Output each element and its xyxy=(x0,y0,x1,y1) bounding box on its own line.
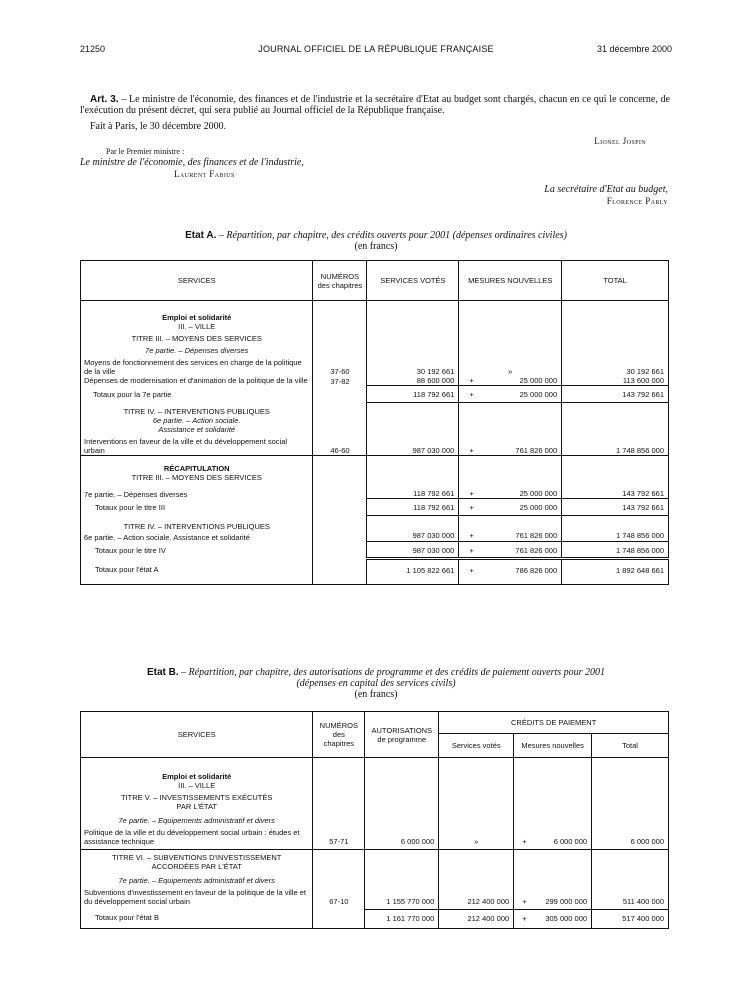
mesures-value: 761 826 000 xyxy=(515,530,558,540)
col-autorisations: AUTORISATIONS de programme xyxy=(365,712,439,758)
row-label: Totaux pour le titre IV xyxy=(81,542,313,559)
minister-name: Laurent Fabius xyxy=(174,169,235,179)
table-row-total xyxy=(81,909,669,929)
table-row xyxy=(81,482,669,499)
mesures-value: 25 000 000 xyxy=(519,489,558,498)
mesures-value: 761 826 000 xyxy=(515,546,558,555)
row-mesures xyxy=(459,559,562,585)
table-row xyxy=(81,531,669,542)
row-total: 1 892 648 661 xyxy=(562,559,669,585)
row-mesures xyxy=(514,825,592,850)
mesures-value: 25 000 000 xyxy=(519,376,558,385)
mesures-value: 6 000 000 xyxy=(553,837,588,846)
etat-b-title xyxy=(80,667,672,700)
row-votes: 212 400 000 xyxy=(439,909,514,929)
plus-sign: + xyxy=(522,896,527,906)
row-mesures xyxy=(459,499,562,516)
titre-heading: TITRE IV. – INTERVENTIONS PUBLIQUES xyxy=(81,516,313,531)
row-mesures xyxy=(459,542,562,559)
plus-sign: + xyxy=(522,837,527,846)
page-number: 21250 xyxy=(80,44,106,54)
row-votes: 30 192 661 xyxy=(367,355,459,376)
section-sub: III. – VILLE xyxy=(81,322,313,331)
row-votes: 1 105 822 661 xyxy=(367,559,459,585)
row-label: Dépenses de modernisation et d'animation de la politique de la ville xyxy=(81,376,313,386)
row-total: 1 748 856 000 xyxy=(562,531,669,542)
row-label: 7e partie. – Dépenses diverses xyxy=(81,482,313,499)
row-total: 1 748 856 000 xyxy=(562,434,669,456)
plus-sign: + xyxy=(469,566,474,575)
row-chapter: 37-60 xyxy=(313,355,367,376)
titre-heading: TITRE V. – INVESTISSEMENTS EXÉCUTÉS xyxy=(81,790,313,802)
col-numeros: NUMÉROS des chapitres xyxy=(313,261,367,301)
etat-a-caption: – Répartition, par chapitre, des crédits ouverts pour 2001 (dépenses ordinaires civiles) xyxy=(216,230,567,241)
row-chapter: 37-82 xyxy=(313,376,367,386)
etat-b-table xyxy=(80,711,669,929)
col-services: SERVICES xyxy=(81,712,313,758)
row-chapter: 57-71 xyxy=(313,825,365,850)
etat-a-title xyxy=(80,230,672,252)
row-total: 517 400 000 xyxy=(592,909,669,929)
row-mesures xyxy=(459,376,562,386)
table-row-total xyxy=(81,499,669,516)
table-row xyxy=(81,376,669,386)
mesures-value: 761 826 000 xyxy=(515,445,558,455)
row-total: 30 192 661 xyxy=(562,355,669,376)
etat-a-label: Etat A. xyxy=(185,230,217,241)
article-text: – Le ministre de l'économie, des finances et de l'industrie et la secrétaire d'Etat au budget sont chargés, chacun en ce qui le concerne, de l'exécution du présent décret, qui sera publié au Journal officiel de la République française. xyxy=(80,94,670,116)
etat-a-unit: (en francs) xyxy=(354,241,398,252)
plus-sign: + xyxy=(469,489,474,498)
titre-heading: TITRE IV. – INTERVENTIONS PUBLIQUES xyxy=(81,403,313,416)
row-votes: 987 030 000 xyxy=(367,542,459,559)
row-label: Moyens de fonctionnement des services en charge de la politique de la ville xyxy=(81,355,313,376)
row-mesures xyxy=(459,386,562,403)
secretary-title: La secrétaire d'Etat au budget, xyxy=(544,184,668,195)
etat-a-table xyxy=(80,260,669,585)
partie-heading: Assistance et solidarité xyxy=(81,425,313,434)
partie-heading: 7e partie. – Equipements administratif et divers xyxy=(81,811,313,825)
row-autorisations: 6 000 000 xyxy=(365,825,439,850)
etat-b-unit: (en francs) xyxy=(354,689,398,700)
partie-heading: 7e partie. – Equipements administratif et divers xyxy=(81,871,313,885)
partie-heading: 6e partie. – Action sociale. xyxy=(81,416,313,425)
row-mesures xyxy=(459,434,562,456)
row-total: 6 000 000 xyxy=(592,825,669,850)
section-sub: III. – VILLE xyxy=(81,781,313,790)
col-votes: Services votés xyxy=(439,734,514,758)
row-label: Totaux pour l'état B xyxy=(81,909,313,929)
row-chapter: 46-60 xyxy=(313,434,367,456)
row-total: 113 600 000 xyxy=(562,376,669,386)
col-mesures: Mesures nouvelles xyxy=(514,734,592,758)
etat-b-label: Etat B. xyxy=(146,667,179,678)
titre-heading: TITRE III. – MOYENS DES SERVICES xyxy=(81,331,313,343)
section-title: Emploi et solidarité xyxy=(81,301,313,323)
plus-sign: + xyxy=(522,913,527,923)
col-total: Total xyxy=(592,734,669,758)
row-total: 1 748 856 000 xyxy=(562,542,669,559)
article-label: Art. 3. xyxy=(90,94,119,105)
secretary-name: Florence Parly xyxy=(606,196,668,206)
row-mesures xyxy=(514,909,592,929)
col-total: TOTAL xyxy=(562,261,669,301)
row-total: 143 792 661 xyxy=(562,482,669,499)
plus-sign: + xyxy=(469,445,474,455)
row-autorisations: 1 155 770 000 xyxy=(365,885,439,909)
row-votes: 118 792 661 xyxy=(367,386,459,403)
row-total: 511 400 000 xyxy=(592,885,669,909)
row-label: Subventions d'investissement en faveur de la politique de la ville et du développement social urbain xyxy=(81,885,313,909)
row-total: 143 792 661 xyxy=(562,499,669,516)
fait-line: Fait à Paris, le 30 décembre 2000. xyxy=(90,121,227,132)
row-label: Interventions en faveur de la ville et du développement social urbain xyxy=(81,434,313,456)
table-row xyxy=(81,825,669,850)
plus-sign: + xyxy=(469,503,474,512)
journal-title: JOURNAL OFFICIEL DE LA RÉPUBLIQUE FRANÇAISE xyxy=(258,44,494,54)
titre-heading-2: ACCORDÉES PAR L'ÉTAT xyxy=(81,862,313,871)
row-label: Politique de la ville et du développement social urbain : études et assistance technique xyxy=(81,825,313,850)
minister-title: Le ministre de l'économie, des finances et de l'industrie, xyxy=(80,157,304,168)
article-3 xyxy=(80,94,670,116)
row-mesures xyxy=(514,885,592,909)
table-row xyxy=(81,355,669,376)
row-votes: » xyxy=(439,825,514,850)
col-votes: SERVICES VOTÉS xyxy=(367,261,459,301)
row-mesures: » xyxy=(459,355,562,376)
partie-heading: 7e partie. – Dépenses diverses xyxy=(81,343,313,355)
etat-b-caption: – Répartition, par chapitre, des autorisations de programme et des crédits de paiement ouverts pour 2001 xyxy=(178,667,606,678)
plus-sign: + xyxy=(469,390,474,399)
row-votes: 118 792 661 xyxy=(367,482,459,499)
recap-heading: RÉCAPITULATION xyxy=(81,455,313,473)
row-total: 143 792 661 xyxy=(562,386,669,403)
mesures-value: 305 000 000 xyxy=(545,913,588,923)
row-votes: 987 030 000 xyxy=(367,434,459,456)
titre-heading-2: PAR L'ÉTAT xyxy=(81,802,313,811)
mesures-value: 299 000 000 xyxy=(545,896,588,906)
row-autorisations: 1 161 770 000 xyxy=(365,909,439,929)
signature-pm: Lionel Jospin xyxy=(594,136,646,146)
row-votes: 118 792 661 xyxy=(367,499,459,516)
row-label: 6e partie. – Action sociale. Assistance et solidarité xyxy=(81,531,313,542)
table-row xyxy=(81,434,669,456)
row-mesures xyxy=(459,531,562,542)
row-chapter: 67-10 xyxy=(313,885,365,909)
titre-heading: TITRE VI. – SUBVENTIONS D'INVESTISSEMENT xyxy=(81,850,313,863)
col-numeros: NUMÉROS des chapitres xyxy=(313,712,365,758)
row-label: Totaux pour l'état A xyxy=(81,559,313,585)
mesures-value: 786 826 000 xyxy=(515,566,558,575)
titre-heading: TITRE III. – MOYENS DES SERVICES xyxy=(81,473,313,482)
row-votes: 987 030 000 xyxy=(367,531,459,542)
plus-sign: + xyxy=(469,530,474,540)
section-title: Emploi et solidarité xyxy=(81,758,313,782)
par-premier-ministre: Par le Premier ministre : xyxy=(106,147,185,156)
table-row-total xyxy=(81,559,669,585)
row-mesures xyxy=(459,482,562,499)
plus-sign: + xyxy=(469,546,474,555)
col-mesures: MESURES NOUVELLES xyxy=(459,261,562,301)
row-label: Totaux pour la 7e partie xyxy=(81,386,313,403)
table-row-total xyxy=(81,386,669,403)
col-credits: CRÉDITS DE PAIEMENT xyxy=(439,712,669,734)
plus-sign: + xyxy=(469,376,474,385)
etat-b-caption-2: (dépenses en capital des services civils) xyxy=(296,678,456,689)
col-services: SERVICES xyxy=(81,261,313,301)
table-row xyxy=(81,885,669,909)
row-votes: 88 600 000 xyxy=(367,376,459,386)
mesures-value: 25 000 000 xyxy=(519,503,558,512)
mesures-value: 25 000 000 xyxy=(519,390,558,399)
issue-date: 31 décembre 2000 xyxy=(596,44,672,54)
row-label: Totaux pour le titre III xyxy=(81,499,313,516)
table-row-total xyxy=(81,542,669,559)
row-votes: 212 400 000 xyxy=(439,885,514,909)
